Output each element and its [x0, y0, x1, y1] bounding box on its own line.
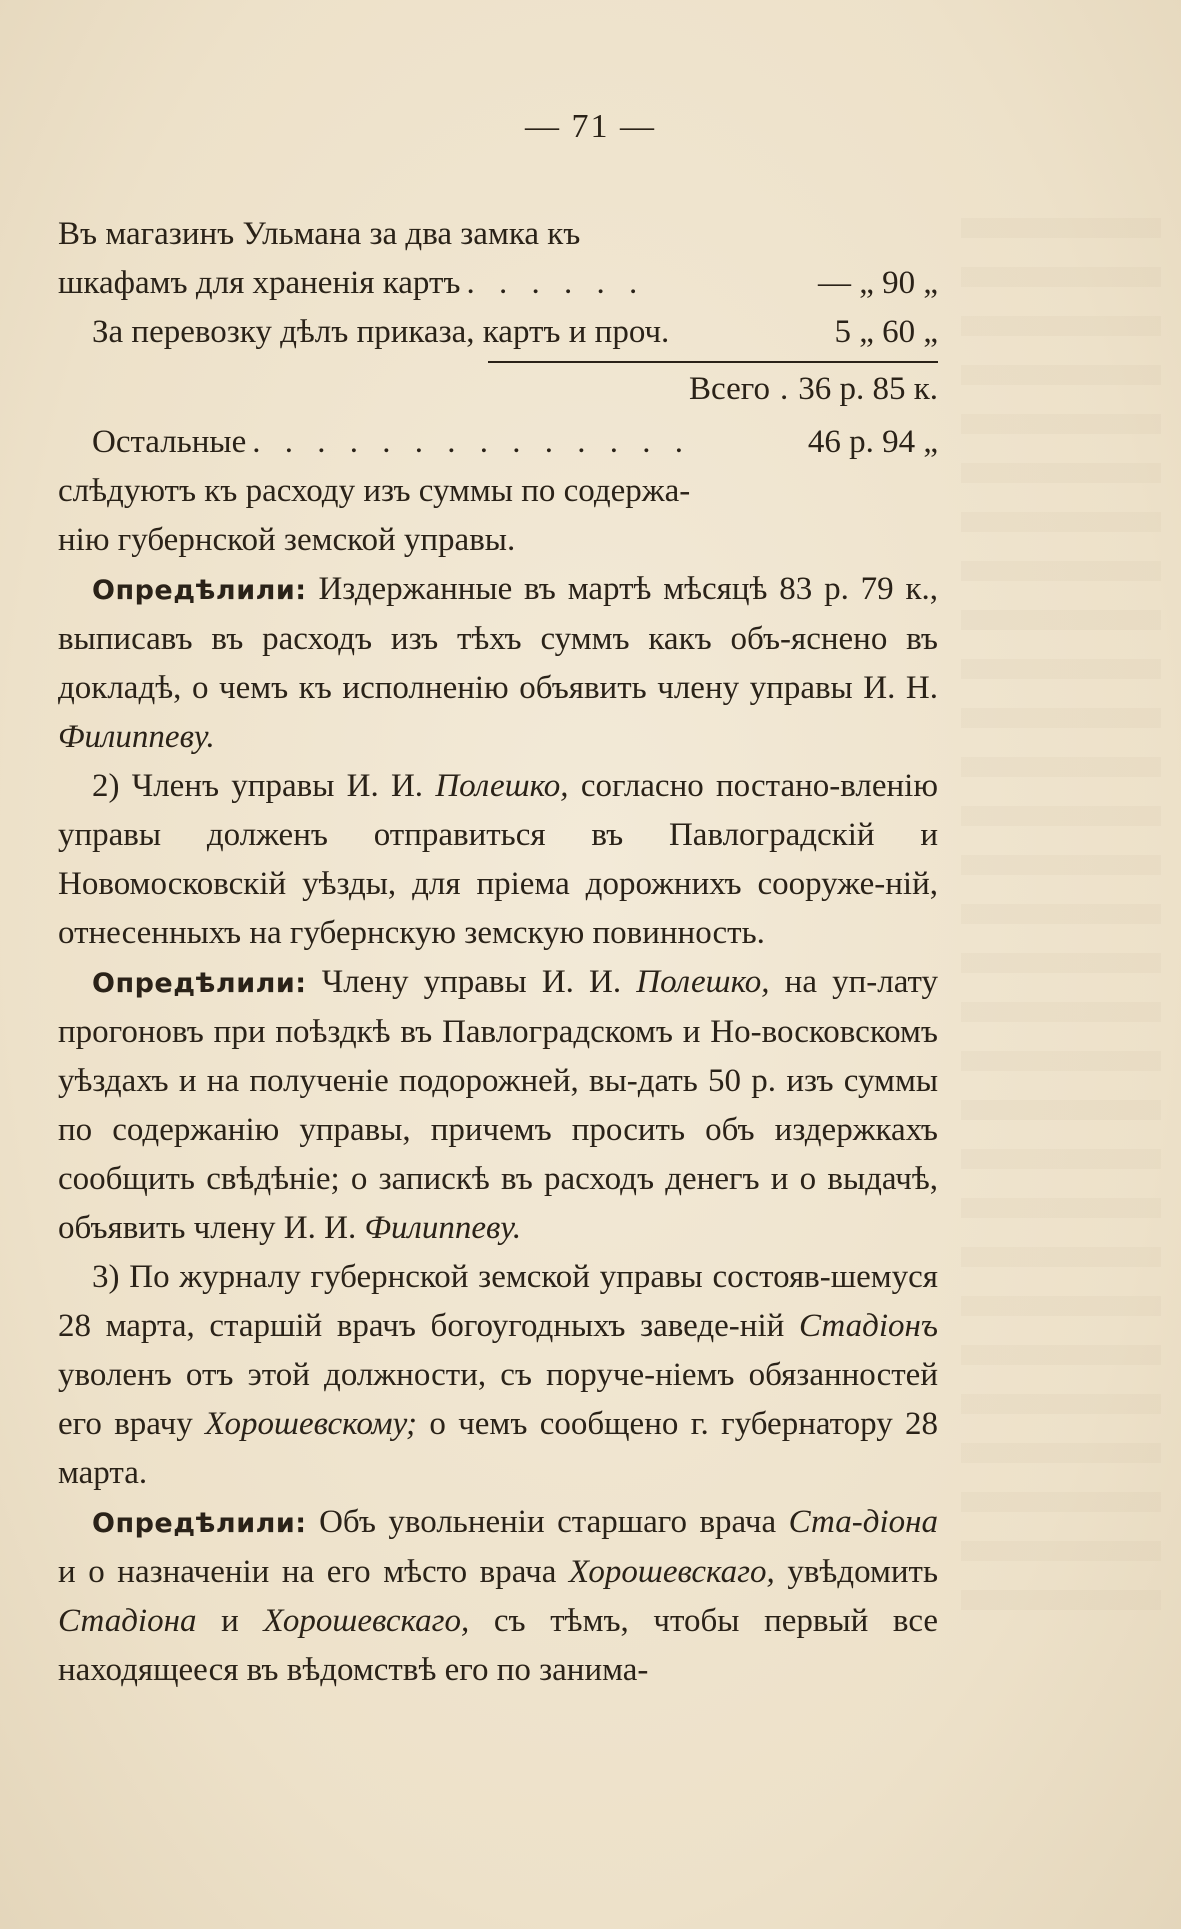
- total-label: Всего: [689, 371, 770, 407]
- item-text: о чемъ сообщено г. губернатору 28 марта.: [58, 1406, 939, 1491]
- resolution-text: Объ увольненіи старшаго врача: [319, 1504, 777, 1540]
- expense-text: За перевозку дѣлъ приказа, картъ и проч.: [92, 314, 670, 350]
- item-text: уволенъ отъ этой должности, съ поруче-ніемъ обязанностей его врачу: [58, 1357, 938, 1442]
- total-line: Всего . 36 р. 85 к.: [58, 365, 938, 414]
- person-name: Хорошевскому;: [205, 1406, 418, 1442]
- person-name: Ста-діона: [788, 1504, 939, 1540]
- rest-text: слѣдуютъ къ расходу изъ суммы по содержа-: [58, 473, 691, 509]
- person-name: Хорошевскаго,: [568, 1554, 775, 1590]
- resolution-text: и: [221, 1603, 239, 1639]
- expense-amount: 5 „ 60 „: [834, 314, 938, 350]
- total-amount: 36 р. 85 к.: [798, 371, 938, 407]
- resolution-text: Издержанные въ мартѣ мѣсяцѣ 83 р. 79 к., выписавъ въ расходъ изъ тѣхъ суммъ какъ объ-яснено въ докладѣ, о чемъ къ исполненію объявить члену управы И. Н.: [58, 571, 938, 706]
- person-name: Полешко,: [636, 964, 770, 1000]
- item-text: 2) Членъ управы И. И.: [92, 768, 424, 804]
- expense-text: Въ магазинъ Ульмана за два замка къ: [58, 216, 581, 252]
- resolution-text: и о назначеніи на его мѣсто врача: [58, 1554, 557, 1590]
- resolution-label: Опредѣлили:: [92, 575, 307, 606]
- resolution-label: Опредѣлили:: [92, 1508, 307, 1539]
- resolution-text: Члену управы И. И.: [321, 964, 622, 1000]
- rest-text: нію губернской земской управы.: [58, 522, 516, 558]
- person-name: Филиппеву.: [58, 719, 215, 755]
- rest-amount: 46 р. 94 „: [807, 424, 938, 460]
- person-name: Стадіонъ: [798, 1308, 939, 1344]
- resolution-text: съ тѣмъ, чтобы первый все находящееся въ вѣдомствѣ его по занима-: [58, 1603, 939, 1688]
- expense-amount: — „ 90 „: [817, 265, 938, 301]
- expense-line-2: [58, 308, 938, 357]
- item-text: 3) По журналу губернской земской управы состояв-шемуся 28 марта, старшій врачъ богоугодныхъ заведе-ній: [58, 1259, 938, 1344]
- resolution-text: на уп-лату прогоновъ при поѣздкѣ въ Павлоградскомъ и Но-восковскомъ уѣздахъ и на полученіе подорожней, вы-дать 50 р. изъ суммы по содержанію управы, причемъ просить объ издержкахъ сообщить свѣдѣніе; о запискѣ въ расходъ денегъ и о выдачѣ, объявить члену И. И.: [58, 964, 939, 1246]
- leader-dots: . . . . . . . . . . . . . .: [252, 424, 691, 460]
- expense-line-1a: [58, 210, 938, 259]
- leader-dots: . . . . . .: [466, 265, 646, 301]
- resolution-text: увѣдомить: [787, 1554, 938, 1590]
- expense-text: шкафамъ для храненія картъ: [58, 265, 461, 301]
- person-name: Стадіона: [58, 1603, 197, 1639]
- expense-line-1b: [58, 259, 938, 308]
- item-text: согласно постано-вленію управы долженъ отправиться въ Павлоградскій и Новомосковскій уѣзды, для пріема дорожнихъ сооруже-ній, отнесенныхъ на губернскую земскую повинность.: [58, 768, 938, 951]
- item-2: [58, 762, 938, 958]
- resolution-2: [58, 958, 938, 1253]
- resolution-label: Опредѣлили:: [92, 968, 307, 999]
- resolution-3: [58, 1498, 938, 1695]
- page-body: [58, 210, 938, 1695]
- bleed-through-texture: [961, 210, 1161, 1610]
- item-3: [58, 1253, 938, 1498]
- resolution-1: [58, 565, 938, 762]
- rest-label: Остальные: [92, 424, 247, 460]
- rest-cont-1: [58, 467, 938, 516]
- page-number: — 71 —: [525, 108, 656, 145]
- person-name: Полешко,: [435, 768, 569, 804]
- person-name: Хорошевскаго,: [263, 1603, 470, 1639]
- person-name: Филиппеву.: [364, 1210, 522, 1246]
- rest-cont-2: [58, 516, 938, 565]
- rest-line: [58, 418, 938, 467]
- total-rule: [488, 361, 938, 363]
